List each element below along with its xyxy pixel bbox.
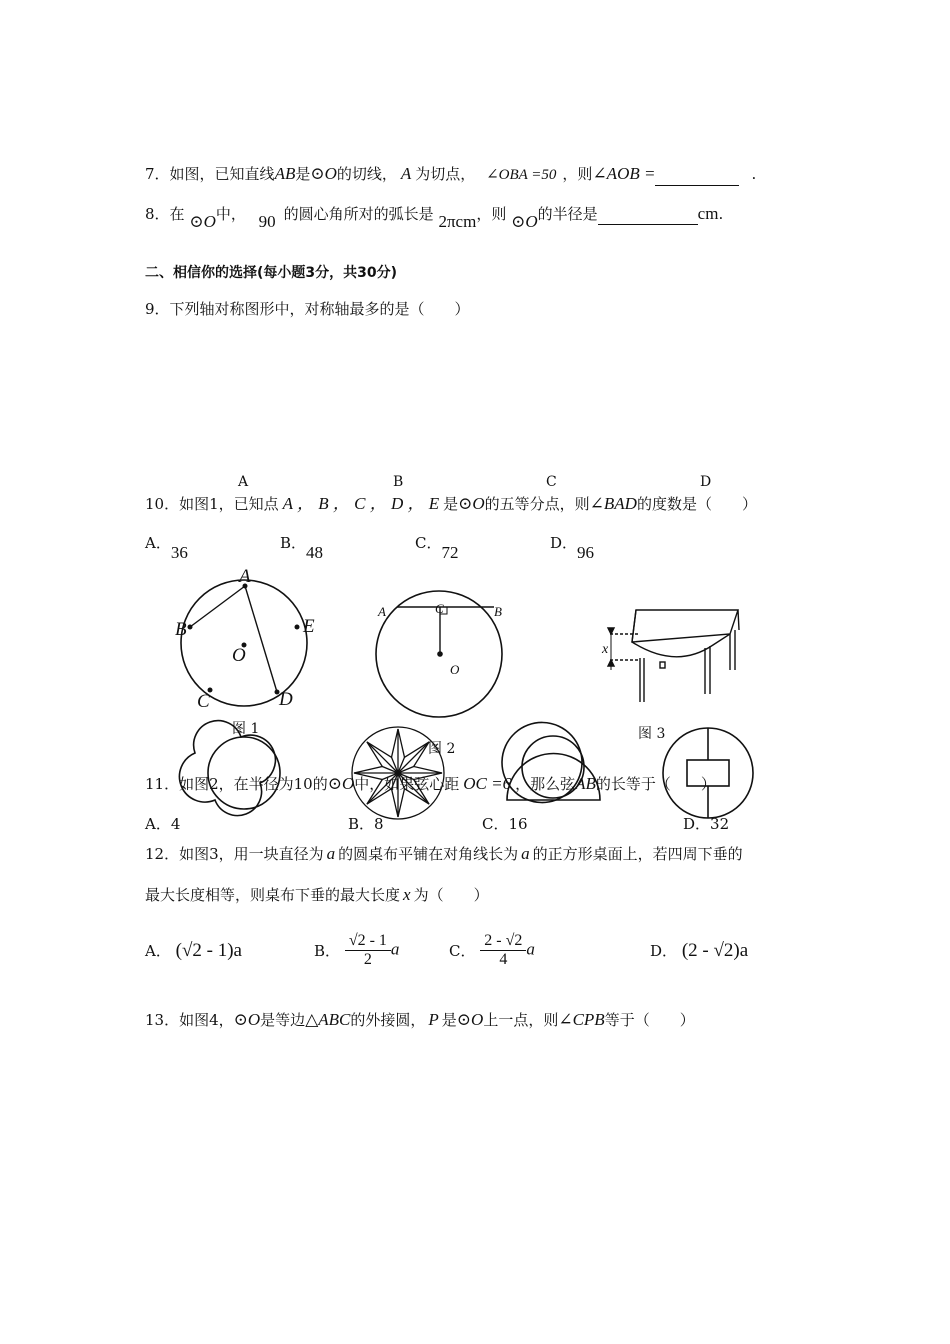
q7-text-5: ，则 bbox=[562, 165, 593, 183]
fig1-label-o: O bbox=[232, 645, 246, 666]
q10-option-a[interactable]: A．36 bbox=[145, 534, 188, 562]
q11-text-1: 中，如果弦心距 bbox=[354, 775, 460, 793]
question-10 bbox=[145, 493, 757, 515]
q8-unit: cm bbox=[697, 204, 719, 223]
q7-circle-o: ⊙O bbox=[310, 164, 337, 183]
q7-end: . bbox=[751, 165, 757, 183]
q13-text-3: 是 bbox=[441, 1011, 457, 1029]
fig2-label-c: C bbox=[435, 601, 444, 616]
q10-circle-o: ⊙O bbox=[458, 494, 485, 513]
fig1-label-c: C bbox=[197, 691, 210, 712]
q7-text-2: 是 bbox=[295, 165, 311, 183]
q12-a-1: a bbox=[326, 844, 336, 863]
q8-text-4: 的半径是 bbox=[537, 205, 598, 223]
q7-angle-oba: ∠OBA =50 bbox=[486, 167, 557, 183]
q12-text-2: 的正方形桌面上，若四周下垂的 bbox=[532, 845, 743, 863]
q8-number: 8．在 bbox=[145, 205, 185, 223]
q11-option-d[interactable]: D．32 bbox=[683, 815, 730, 833]
q11-option-c[interactable]: C．16 bbox=[482, 815, 528, 833]
q10-number: 10．如图1，已知点 bbox=[145, 495, 279, 513]
q8-circle-o: ⊙O bbox=[189, 212, 216, 231]
q10-option-d[interactable]: D．96 bbox=[550, 534, 595, 562]
q12-option-a[interactable]: A． (√2 - 1)a bbox=[145, 940, 242, 961]
fig2-label-o: O bbox=[450, 662, 460, 677]
q10-text-2: 的五等分点，则 bbox=[484, 495, 590, 513]
q12-a-2: a bbox=[521, 844, 530, 863]
question-12-line-2 bbox=[145, 884, 489, 906]
q9-label-a: A bbox=[238, 474, 249, 490]
question-9: 9．下列轴对称图形中，对称轴最多的是（ ） bbox=[145, 300, 470, 318]
q13-angle-cpb: ∠CPB bbox=[558, 1010, 605, 1029]
q12-line2-b: 为（ ） bbox=[413, 886, 489, 904]
fig2-label-b: B bbox=[494, 604, 502, 619]
q8-end: . bbox=[718, 205, 724, 223]
figure-3 bbox=[598, 600, 758, 710]
q12-option-d[interactable]: D． (2 - √2)a bbox=[650, 940, 749, 961]
fig1-label-b: B bbox=[175, 619, 187, 640]
question-8 bbox=[145, 203, 724, 231]
q11-text-2: ，那么弦 bbox=[515, 775, 576, 793]
q7-ab: AB bbox=[274, 164, 296, 183]
q8-arc-length: 2πcm bbox=[438, 212, 477, 231]
q11-ab: AB bbox=[575, 774, 596, 793]
fig2-label-a: A bbox=[378, 604, 386, 619]
q13-number: 13．如图4， bbox=[145, 1011, 234, 1029]
question-7 bbox=[145, 163, 756, 186]
q12-x: x bbox=[403, 885, 411, 904]
q9-label-b: B bbox=[393, 474, 404, 490]
q7-point-a: A bbox=[400, 164, 412, 183]
q9-label-c: C bbox=[546, 474, 557, 490]
q13-text-1: 是等边 bbox=[260, 1011, 306, 1029]
q7-text-4: 为切点， bbox=[415, 165, 476, 183]
q13-text-5: 等于（ ） bbox=[604, 1011, 695, 1029]
q8-text-2: 的圆心角所对的弧长是 bbox=[283, 205, 434, 223]
q10-option-c[interactable]: C．72 bbox=[415, 534, 459, 562]
q9-label-d: D bbox=[700, 474, 712, 490]
q11-text-3: 的长等于（ ） bbox=[595, 775, 716, 793]
figure-a bbox=[179, 721, 280, 816]
q7-angle-aob: ∠AOB = bbox=[592, 164, 656, 183]
q11-number: 11．如图2，在半径为10的 bbox=[145, 775, 328, 793]
q8-answer-blank[interactable] bbox=[598, 224, 698, 225]
q11-option-a[interactable]: A．4 bbox=[145, 815, 181, 833]
question-13 bbox=[145, 1009, 695, 1031]
q11-circle-o: ⊙O bbox=[327, 774, 355, 793]
q11-option-b[interactable]: B．8 bbox=[348, 815, 384, 833]
fig1-label-d: D bbox=[279, 689, 293, 710]
q13-triangle: △ABC bbox=[305, 1010, 351, 1029]
fig1-label-e: E bbox=[303, 616, 315, 637]
q12-text-1: 的圆桌布平铺在对角线长为 bbox=[338, 845, 519, 863]
q12-option-b[interactable]: B． $\frac{√2 - 1}{2}$ a bbox=[314, 932, 400, 968]
fig1-caption: 图 1 bbox=[232, 721, 260, 737]
q13-text-4: 上一点，则 bbox=[483, 1011, 559, 1029]
q12-option-c[interactable]: C． $\frac{2 - √2}{4}$ a bbox=[449, 932, 535, 968]
q13-text-2: 的外接圆， bbox=[350, 1011, 426, 1029]
q10-text-1: 是 bbox=[443, 495, 459, 513]
q12-number: 12．如图3，用一块直径为 bbox=[145, 845, 324, 863]
q8-text-3: ，则 bbox=[476, 205, 507, 223]
section-2-heading: 二、相信你的选择(每小题3分，共30分) bbox=[145, 265, 398, 281]
q7-text-1: 如图，已知直线 bbox=[169, 165, 275, 183]
q13-p: P bbox=[428, 1010, 439, 1029]
question-11 bbox=[145, 773, 716, 795]
q10-text-3: 的度数是（ ） bbox=[636, 495, 757, 513]
q13-circle-o: ⊙O bbox=[233, 1010, 261, 1029]
q7-number: 7． bbox=[145, 165, 170, 183]
q7-text-3: 的切线， bbox=[336, 165, 397, 183]
question-12-line-1 bbox=[145, 843, 743, 865]
q10-angle-bad: ∠BAD bbox=[589, 494, 637, 513]
fig3-label-x: x bbox=[602, 642, 609, 657]
q10-option-b[interactable]: B．48 bbox=[280, 534, 324, 562]
q8-degree: 90 bbox=[258, 212, 276, 231]
fig3-caption: 图 3 bbox=[638, 726, 666, 742]
q7-answer-blank[interactable] bbox=[655, 185, 739, 186]
q12-line2-a: 最大长度相等，则桌布下垂的最大长度 bbox=[145, 886, 401, 904]
fig2-caption: 图 2 bbox=[428, 741, 456, 757]
q11-oc: OC =6 bbox=[463, 774, 512, 793]
fig1-label-a: A bbox=[239, 566, 251, 587]
q10-points: A ， B ， C ， D ， E bbox=[282, 494, 440, 513]
q13-circle-o-2: ⊙O bbox=[456, 1010, 484, 1029]
q9-figures bbox=[0, 360, 950, 490]
q8-circle-o-2: ⊙O bbox=[511, 212, 538, 231]
q8-text-1: 中， bbox=[215, 205, 246, 223]
